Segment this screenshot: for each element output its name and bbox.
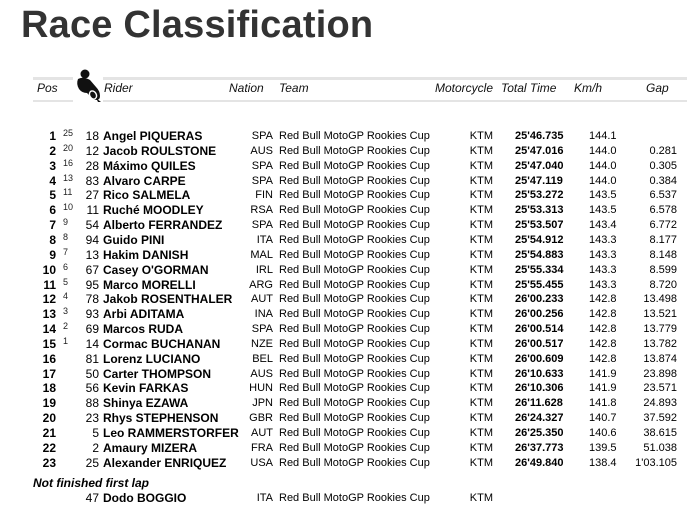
rider-name-cell: Angel PIQUERAS xyxy=(103,129,203,143)
rider-number-cell: 81 xyxy=(85,351,99,366)
rider-number-cell: 94 xyxy=(85,232,99,247)
position-cell: 8 xyxy=(49,232,56,247)
table-row xyxy=(0,337,700,352)
rider-name-cell: Casey O'GORMAN xyxy=(103,262,209,277)
rider-name-cell: Rhys STEPHENSON xyxy=(103,411,219,426)
rider-number-cell: 12 xyxy=(85,143,99,158)
speed-cell: 142.8 xyxy=(589,352,617,365)
rider-name-cell: Guido PINI xyxy=(103,232,165,247)
total-time-cell: 26'24.327 xyxy=(515,412,564,425)
motorcycle-cell: KTM xyxy=(469,308,493,321)
speed-cell: 142.8 xyxy=(589,337,617,350)
total-time-cell: 26'25.350 xyxy=(515,427,564,439)
team-cell: Red Bull MotoGP Rookies Cup xyxy=(279,144,430,157)
rider-name-cell: Máximo QUILES xyxy=(103,158,196,173)
points-cell: 5 xyxy=(63,276,69,287)
points-cell: 6 xyxy=(63,261,69,272)
nation-cell: SPA xyxy=(251,323,273,336)
motorcycle-rider-icon xyxy=(73,69,103,103)
table-row xyxy=(0,307,700,322)
team-cell: Red Bull MotoGP Rookies Cup xyxy=(279,189,430,202)
nation-cell: HUN xyxy=(249,382,273,395)
nation-cell: MAL xyxy=(250,248,273,261)
motorcycle-cell: KTM xyxy=(469,219,493,232)
total-time-cell: 25'46.735 xyxy=(515,130,564,142)
total-time-cell: 26'00.517 xyxy=(515,337,564,350)
total-time-cell: 25'53.313 xyxy=(515,204,564,217)
nation-cell: SPA xyxy=(251,219,273,232)
rider-number-cell: 93 xyxy=(85,307,99,322)
gap-cell: 0.305 xyxy=(649,159,677,172)
gap-cell: 13.874 xyxy=(643,352,677,365)
speed-cell: 143.3 xyxy=(589,278,617,291)
team-cell: Red Bull MotoGP Rookies Cup xyxy=(279,219,430,232)
points-cell: 1 xyxy=(63,335,69,346)
motorcycle-cell: KTM xyxy=(469,323,493,336)
position-cell: 23 xyxy=(42,455,56,470)
table-row xyxy=(0,188,700,203)
gap-cell: 23.571 xyxy=(643,382,677,395)
speed-cell: 144.1 xyxy=(589,130,617,142)
rider-name-cell: Marco MORELLI xyxy=(103,277,196,292)
rider-name-cell: Amaury MIZERA xyxy=(103,440,198,455)
table-row xyxy=(0,218,700,233)
table-row xyxy=(0,248,700,263)
column-header-pos: Pos xyxy=(37,81,58,95)
nation-cell: AUT xyxy=(251,427,273,439)
nation-cell: RSA xyxy=(250,204,273,217)
team-cell: Red Bull MotoGP Rookies Cup xyxy=(279,233,430,246)
rider-number-cell: 50 xyxy=(85,366,99,381)
speed-cell: 144.0 xyxy=(589,159,617,172)
nation-cell: SPA xyxy=(251,130,273,142)
rider-number-cell: 54 xyxy=(85,218,99,233)
team-cell: Red Bull MotoGP Rookies Cup xyxy=(279,204,430,217)
gap-cell: 37.592 xyxy=(643,412,677,425)
position-cell: 7 xyxy=(49,218,56,233)
points-cell: 2 xyxy=(63,321,69,332)
motorcycle-cell: KTM xyxy=(469,492,493,504)
position-cell: 16 xyxy=(42,351,56,366)
team-cell: Red Bull MotoGP Rookies Cup xyxy=(279,352,430,365)
motorcycle-cell: KTM xyxy=(469,382,493,395)
team-cell: Red Bull MotoGP Rookies Cup xyxy=(279,308,430,321)
rider-number-cell: 11 xyxy=(86,203,99,218)
column-header-gap: Gap xyxy=(646,81,669,95)
not-finished-label: Not finished first lap xyxy=(33,476,150,490)
team-cell: Red Bull MotoGP Rookies Cup xyxy=(279,456,430,469)
speed-cell: 139.5 xyxy=(589,441,617,454)
nation-cell: ARG xyxy=(249,278,273,291)
nation-cell: GBR xyxy=(249,412,273,425)
rider-number-cell: 2 xyxy=(92,440,99,455)
points-cell: 3 xyxy=(63,306,69,317)
rider-number-cell: 88 xyxy=(85,396,99,411)
rider-name-cell: Kevin FARKAS xyxy=(103,381,189,396)
table-row xyxy=(0,129,700,144)
table-row xyxy=(0,144,700,159)
position-cell: 22 xyxy=(42,440,56,455)
speed-cell: 140.6 xyxy=(589,427,617,439)
column-header-kmh: Km/h xyxy=(574,81,603,95)
column-header-rider: Rider xyxy=(104,81,133,95)
total-time-cell: 25'54.883 xyxy=(515,248,564,261)
motorcycle-cell: KTM xyxy=(469,144,493,157)
motorcycle-cell: KTM xyxy=(469,367,493,380)
rider-number-cell: 28 xyxy=(85,158,99,173)
gap-cell: 13.521 xyxy=(643,308,677,321)
total-time-cell: 26'00.609 xyxy=(515,352,564,365)
gap-cell: 0.384 xyxy=(649,174,677,187)
nation-cell: SPA xyxy=(251,159,273,172)
motorcycle-cell: KTM xyxy=(469,278,493,291)
table-row xyxy=(0,159,700,174)
speed-cell: 142.8 xyxy=(589,323,617,336)
speed-cell: 143.3 xyxy=(589,248,617,261)
speed-cell: 142.8 xyxy=(589,308,617,321)
speed-cell: 138.4 xyxy=(589,456,617,469)
nation-cell: AUT xyxy=(251,293,273,306)
position-cell: 9 xyxy=(49,247,56,262)
table-row xyxy=(0,322,700,337)
rider-name-cell: Lorenz LUCIANO xyxy=(103,351,201,366)
points-cell: 8 xyxy=(63,231,69,242)
nation-cell: USA xyxy=(250,456,273,469)
rider-name-cell: Carter THOMPSON xyxy=(103,366,212,381)
rider-number-cell: 23 xyxy=(85,411,99,426)
motorcycle-cell: KTM xyxy=(469,174,493,187)
points-cell: 10 xyxy=(63,202,74,213)
motorcycle-cell: KTM xyxy=(469,159,493,172)
points-cell: 20 xyxy=(63,142,74,153)
rider-name-cell: Arbi ADITAMA xyxy=(103,307,185,322)
team-cell: Red Bull MotoGP Rookies Cup xyxy=(279,441,430,454)
motorcycle-cell: KTM xyxy=(469,263,493,276)
nation-cell: AUS xyxy=(250,367,273,380)
team-cell: Red Bull MotoGP Rookies Cup xyxy=(279,263,430,276)
table-row xyxy=(0,278,700,293)
position-cell: 4 xyxy=(49,173,56,188)
rider-name-cell: Rico SALMELA xyxy=(103,188,191,203)
rider-name-cell: Dodo BOGGIO xyxy=(103,491,187,505)
total-time-cell: 25'47.119 xyxy=(515,174,563,187)
team-cell: Red Bull MotoGP Rookies Cup xyxy=(279,397,430,410)
gap-cell: 8.148 xyxy=(649,248,677,261)
position-cell: 12 xyxy=(42,292,56,307)
rider-number-cell: 69 xyxy=(85,322,99,337)
table-row xyxy=(0,491,700,506)
total-time-cell: 26'49.840 xyxy=(515,456,564,469)
speed-cell: 143.3 xyxy=(589,263,617,276)
rider-name-cell: Alberto FERRANDEZ xyxy=(103,218,223,233)
position-cell: 21 xyxy=(42,426,56,440)
motorcycle-cell: KTM xyxy=(469,248,493,261)
table-row xyxy=(0,456,700,471)
position-cell: 10 xyxy=(42,262,56,277)
team-cell: Red Bull MotoGP Rookies Cup xyxy=(279,382,430,395)
team-cell: Red Bull MotoGP Rookies Cup xyxy=(279,492,430,504)
rider-number-cell: 56 xyxy=(85,381,99,396)
table-row xyxy=(0,174,700,189)
position-cell: 20 xyxy=(42,411,56,426)
speed-cell: 141.9 xyxy=(589,367,617,380)
total-time-cell: 25'54.912 xyxy=(515,233,564,246)
rider-number-cell: 18 xyxy=(85,129,99,143)
nation-cell: FRA xyxy=(251,441,273,454)
total-time-cell: 25'55.455 xyxy=(515,278,564,291)
team-cell: Red Bull MotoGP Rookies Cup xyxy=(279,427,430,439)
total-time-cell: 26'00.514 xyxy=(515,323,564,336)
team-cell: Red Bull MotoGP Rookies Cup xyxy=(279,130,430,142)
gap-cell: 13.782 xyxy=(643,337,677,350)
position-cell: 3 xyxy=(49,158,56,173)
column-header-team: Team xyxy=(279,81,309,95)
table-row xyxy=(0,426,700,441)
column-header-nation: Nation xyxy=(229,81,264,95)
position-cell: 1 xyxy=(49,129,56,143)
position-cell: 5 xyxy=(49,188,56,203)
position-cell: 6 xyxy=(49,203,56,218)
nation-cell: IRL xyxy=(255,263,273,276)
motorcycle-cell: KTM xyxy=(469,412,493,425)
motorcycle-cell: KTM xyxy=(469,456,493,469)
total-time-cell: 26'37.773 xyxy=(515,441,564,454)
rider-number-cell: 95 xyxy=(85,277,99,292)
team-cell: Red Bull MotoGP Rookies Cup xyxy=(279,323,430,336)
position-cell: 18 xyxy=(42,381,56,396)
team-cell: Red Bull MotoGP Rookies Cup xyxy=(279,278,430,291)
speed-cell: 144.0 xyxy=(589,144,617,157)
gap-cell: 8.720 xyxy=(649,278,677,291)
rider-number-cell: 14 xyxy=(85,336,99,351)
gap-cell: 13.779 xyxy=(643,323,677,336)
position-cell: 15 xyxy=(42,336,56,351)
speed-cell: 143.5 xyxy=(589,204,617,217)
team-cell: Red Bull MotoGP Rookies Cup xyxy=(279,412,430,425)
motorcycle-cell: KTM xyxy=(469,189,493,202)
team-cell: Red Bull MotoGP Rookies Cup xyxy=(279,337,430,350)
rider-number-cell: 13 xyxy=(85,247,99,262)
nation-cell: BEL xyxy=(252,352,273,365)
points-cell: 16 xyxy=(63,157,74,168)
table-row xyxy=(0,367,700,382)
rider-name-cell: Alexander ENRIQUEZ xyxy=(103,455,227,470)
page-title: Race Classification xyxy=(21,4,374,46)
rider-name-cell: Jacob ROULSTONE xyxy=(103,143,217,158)
gap-cell: 0.281 xyxy=(649,144,677,157)
rider-number-cell: 5 xyxy=(92,426,99,440)
speed-cell: 143.3 xyxy=(589,233,617,246)
position-cell: 11 xyxy=(43,277,56,292)
speed-cell: 141.9 xyxy=(589,382,617,395)
motorcycle-cell: KTM xyxy=(469,130,493,142)
motorcycle-cell: KTM xyxy=(469,441,493,454)
table-row xyxy=(0,441,700,456)
gap-cell: 8.177 xyxy=(649,233,677,246)
gap-cell: 13.498 xyxy=(643,293,677,306)
total-time-cell: 25'55.334 xyxy=(515,263,564,276)
rider-name-cell: Hakim DANISH xyxy=(103,247,189,262)
rider-name-cell: Shinya EZAWA xyxy=(103,396,189,411)
table-row xyxy=(0,352,700,367)
rider-name-cell: Ruché MOODLEY xyxy=(103,203,204,218)
rider-number-cell: 67 xyxy=(85,262,99,277)
column-header-total-time: Total Time xyxy=(501,81,557,95)
position-cell: 2 xyxy=(49,143,56,158)
nation-cell: ITA xyxy=(256,492,273,504)
team-cell: Red Bull MotoGP Rookies Cup xyxy=(279,293,430,306)
rider-number-cell: 27 xyxy=(85,188,99,203)
total-time-cell: 26'10.306 xyxy=(515,382,564,395)
motorcycle-cell: KTM xyxy=(469,397,493,410)
points-cell: 13 xyxy=(63,172,74,183)
speed-cell: 141.8 xyxy=(589,397,617,410)
total-time-cell: 25'47.040 xyxy=(515,159,564,172)
motorcycle-cell: KTM xyxy=(469,293,493,306)
nation-cell: FIN xyxy=(255,189,273,202)
team-cell: Red Bull MotoGP Rookies Cup xyxy=(279,248,430,261)
table-row xyxy=(0,411,700,426)
speed-cell: 144.0 xyxy=(589,174,617,187)
points-cell: 4 xyxy=(63,291,69,302)
nation-cell: AUS xyxy=(250,144,273,157)
nation-cell: INA xyxy=(254,308,273,321)
motorcycle-cell: KTM xyxy=(469,233,493,246)
rider-name-cell: Cormac BUCHANAN xyxy=(103,336,221,351)
rider-number-cell: 83 xyxy=(85,173,99,188)
motorcycle-cell: KTM xyxy=(469,204,493,217)
total-time-cell: 26'10.633 xyxy=(515,367,564,380)
rider-name-cell: Leo RAMMERSTORFER xyxy=(103,426,239,440)
total-time-cell: 25'47.016 xyxy=(515,144,564,157)
speed-cell: 143.4 xyxy=(589,219,617,232)
speed-cell: 140.7 xyxy=(589,412,617,425)
position-cell: 14 xyxy=(42,322,56,337)
rider-name-cell: Jakob ROSENTHALER xyxy=(103,292,233,307)
rider-name-cell: Alvaro CARPE xyxy=(103,173,186,188)
motorcycle-cell: KTM xyxy=(469,337,493,350)
table-row xyxy=(0,381,700,396)
total-time-cell: 26'00.233 xyxy=(515,293,564,306)
gap-cell: 51.038 xyxy=(643,441,677,454)
table-row xyxy=(0,263,700,278)
nation-cell: NZE xyxy=(251,337,273,350)
table-row xyxy=(0,292,700,307)
table-row xyxy=(0,233,700,248)
gap-cell: 6.537 xyxy=(649,189,677,202)
gap-cell: 1'03.105 xyxy=(635,456,677,469)
nation-cell: SPA xyxy=(251,174,273,187)
gap-cell: 24.893 xyxy=(643,397,677,410)
rider-name-cell: Marcos RUDA xyxy=(103,322,184,337)
total-time-cell: 26'00.256 xyxy=(515,308,564,321)
gap-cell: 6.772 xyxy=(649,219,677,232)
points-cell: 11 xyxy=(63,187,73,198)
total-time-cell: 25'53.507 xyxy=(515,219,564,232)
team-cell: Red Bull MotoGP Rookies Cup xyxy=(279,174,430,187)
position-cell: 13 xyxy=(42,307,56,322)
speed-cell: 142.8 xyxy=(589,293,617,306)
nation-cell: ITA xyxy=(256,233,273,246)
gap-cell: 6.578 xyxy=(649,204,677,217)
total-time-cell: 26'11.628 xyxy=(515,397,563,410)
table-row xyxy=(0,203,700,218)
rider-number-cell: 78 xyxy=(85,292,99,307)
gap-cell: 8.599 xyxy=(649,263,677,276)
points-cell: 9 xyxy=(63,217,69,228)
points-cell: 7 xyxy=(63,246,69,257)
total-time-cell: 25'53.272 xyxy=(515,189,564,202)
motorcycle-cell: KTM xyxy=(469,352,493,365)
position-cell: 19 xyxy=(42,396,56,411)
nation-cell: JPN xyxy=(252,397,273,410)
speed-cell: 143.5 xyxy=(589,189,617,202)
column-header-motorcycle: Motorcycle xyxy=(435,81,494,95)
team-cell: Red Bull MotoGP Rookies Cup xyxy=(279,159,430,172)
table-row xyxy=(0,396,700,411)
points-cell: 25 xyxy=(63,128,74,138)
team-cell: Red Bull MotoGP Rookies Cup xyxy=(279,367,430,380)
gap-cell: 38.615 xyxy=(643,427,677,439)
gap-cell: 23.898 xyxy=(643,367,677,380)
rider-number-cell: 47 xyxy=(85,491,99,505)
motorcycle-cell: KTM xyxy=(469,427,493,439)
position-cell: 17 xyxy=(42,366,56,381)
rider-number-cell: 25 xyxy=(85,455,99,470)
